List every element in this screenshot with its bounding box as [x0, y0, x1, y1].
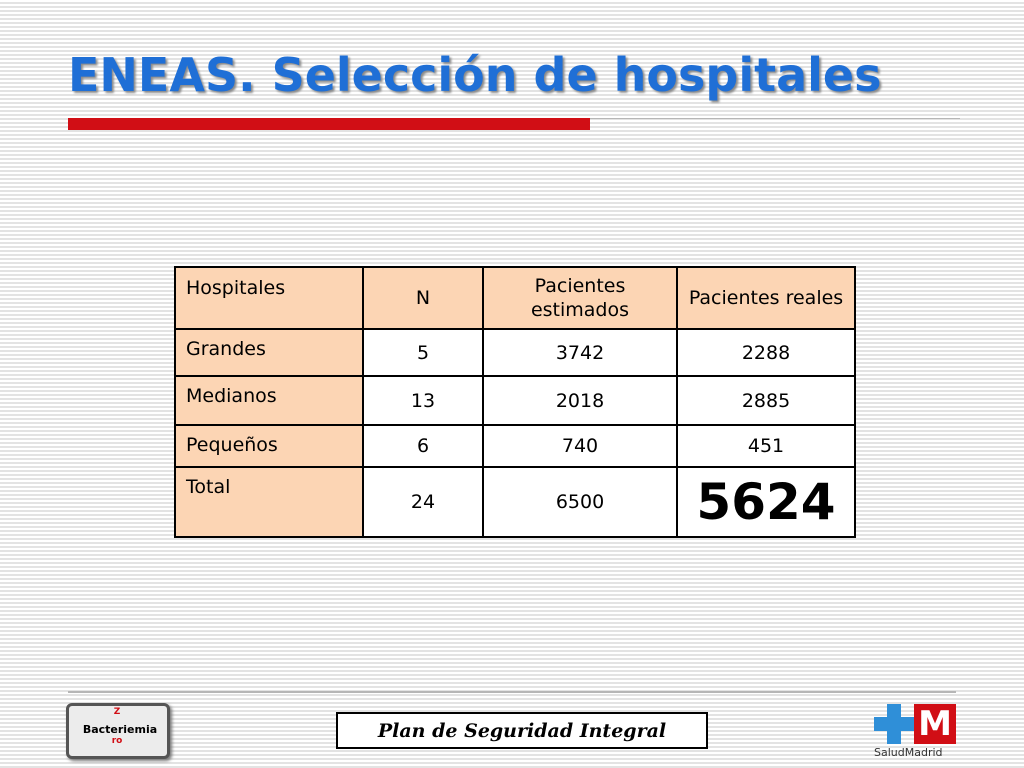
table-row [175, 376, 855, 425]
table-header-row [175, 267, 855, 329]
title-underline-gray [590, 118, 960, 119]
row-label: Total [175, 467, 363, 537]
logo-brand-text: SaludMadrid [874, 746, 943, 759]
logo-zero-bottom: ro [111, 736, 123, 746]
bacteriemia-zero-logo [66, 703, 170, 759]
title-underline-red [68, 118, 590, 130]
logo-word: Bacteriemia [82, 723, 158, 736]
header-n: N [363, 267, 483, 329]
cell-reales: 451 [677, 425, 855, 467]
table-row [175, 425, 855, 467]
row-label: Grandes [175, 329, 363, 376]
cell-n: 24 [363, 467, 483, 537]
plan-seguridad-label: Plan de Seguridad Integral [336, 712, 708, 749]
cell-reales: 2885 [677, 376, 855, 425]
header-hospitales: Hospitales [175, 267, 363, 329]
row-label: Medianos [175, 376, 363, 425]
table-row-total [175, 467, 855, 537]
header-pacientes-reales: Pacientes reales [677, 267, 855, 329]
row-label: Pequeños [175, 425, 363, 467]
cell-n: 6 [363, 425, 483, 467]
cell-reales-total: 5624 [677, 467, 855, 537]
madrid-m-icon: M [914, 704, 956, 744]
salud-madrid-logo [870, 702, 960, 762]
cell-estimados: 6500 [483, 467, 677, 537]
cell-estimados: 2018 [483, 376, 677, 425]
cell-reales: 2288 [677, 329, 855, 376]
cell-n: 5 [363, 329, 483, 376]
table-row [175, 329, 855, 376]
header-pacientes-estimados: Pacientes estimados [483, 267, 677, 329]
logo-zero-top: Z [113, 707, 121, 717]
cell-estimados: 740 [483, 425, 677, 467]
medical-cross-icon [874, 704, 914, 744]
slide-title: ENEAS. Selección de hospitales [68, 48, 882, 102]
footer-divider [68, 691, 956, 693]
cell-estimados: 3742 [483, 329, 677, 376]
cell-n: 13 [363, 376, 483, 425]
hospitals-table [174, 266, 856, 538]
